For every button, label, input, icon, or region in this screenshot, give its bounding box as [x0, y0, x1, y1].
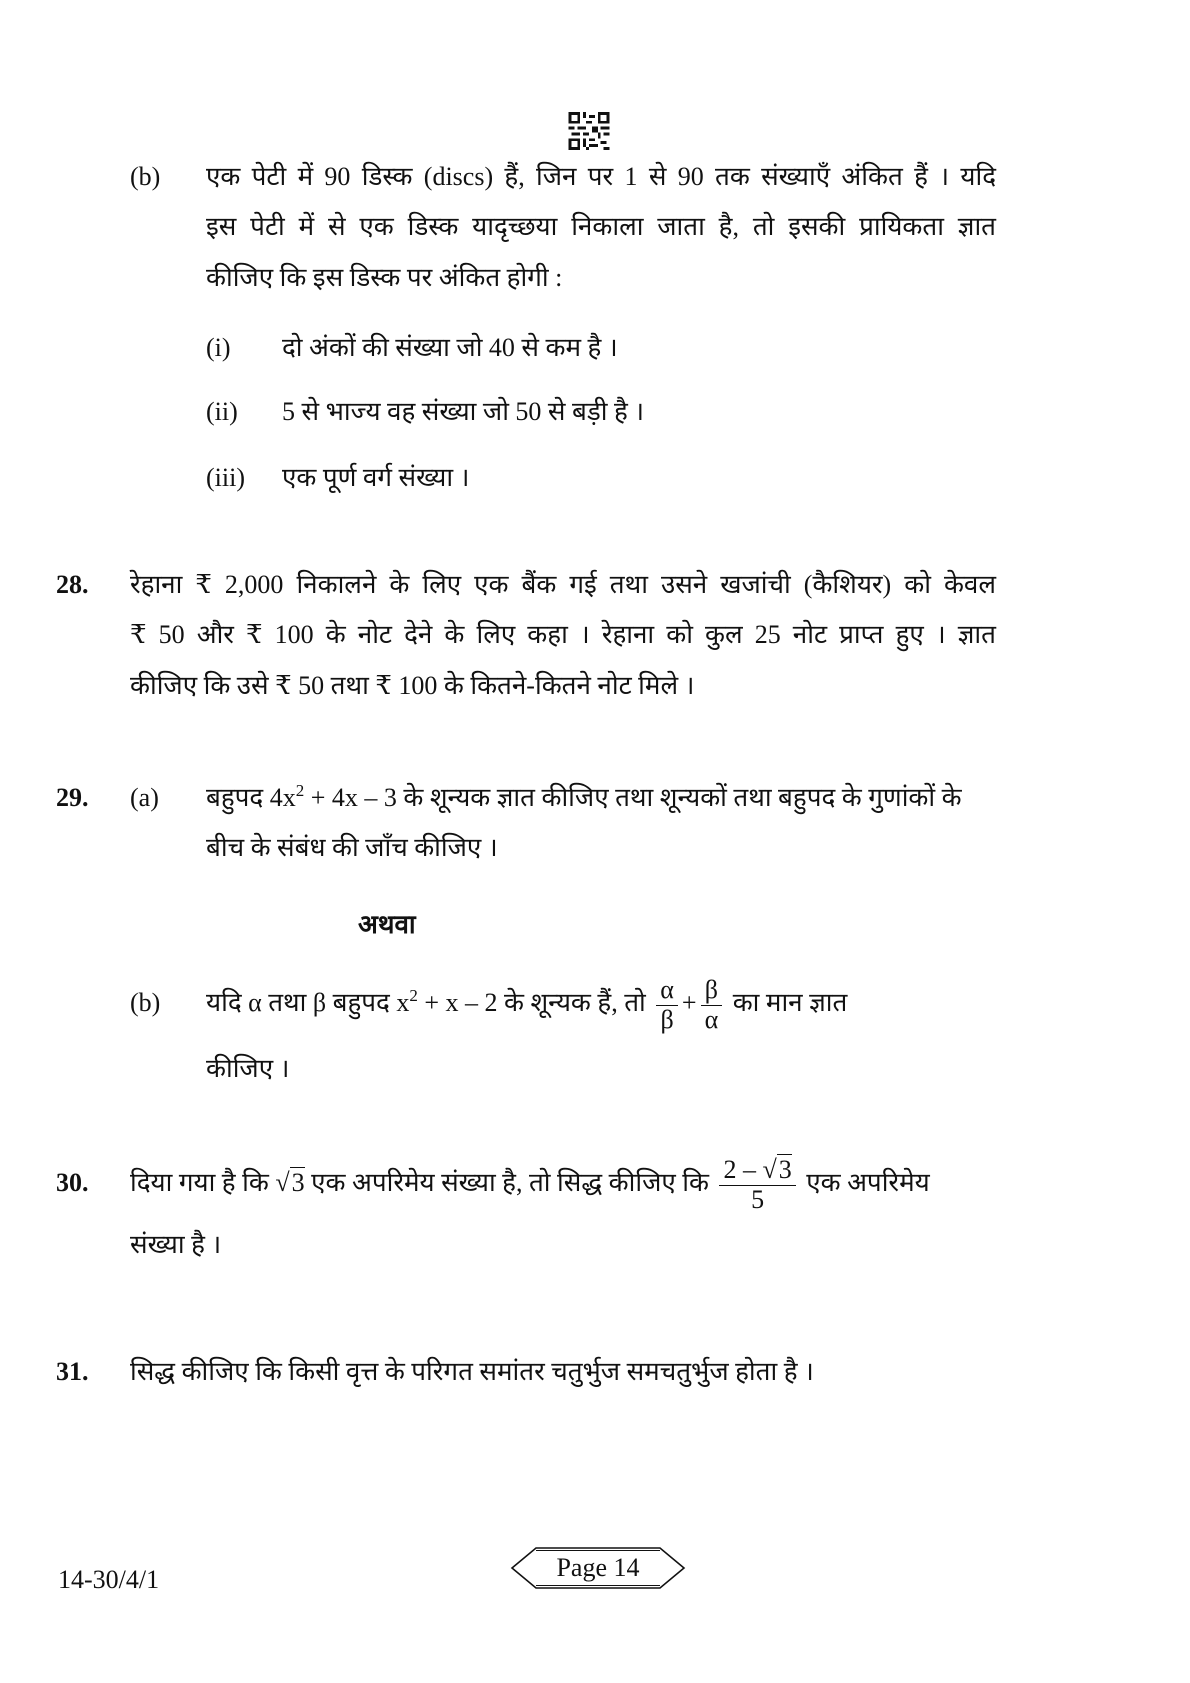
question-number: 28. [56, 570, 89, 599]
text-span: एक अपरिमेय संख्या है, तो सिद्ध कीजिए कि [311, 1168, 709, 1197]
numerator: β [701, 976, 723, 1006]
subpart-text: एक पूर्ण वर्ग संख्या । [282, 463, 470, 492]
question-text-line [130, 1154, 930, 1214]
question-number: 29. [56, 783, 89, 812]
part-label: (a) [130, 783, 159, 812]
text-span: + 4x – 3 के शून्यक ज्ञात कीजिए तथा शून्यकों तथा बहुपद के गुणांकों के [304, 783, 962, 812]
text-span: 2 – [723, 1154, 763, 1184]
numerator: α [656, 976, 678, 1006]
question-text-line: एक पेटी में 90 डिस्क (discs) हैं, जिन पर 1 से 90 तक संख्याएँ अंकित हैं । यदि [206, 162, 996, 191]
qr-code-icon [568, 112, 610, 150]
question-text-line: कीजिए कि उसे ₹ 50 तथा ₹ 100 के कितने-कितने नोट मिले । [130, 671, 695, 700]
question-number: 30. [56, 1168, 89, 1197]
subpart-text: 5 से भाज्य वह संख्या जो 50 से बड़ी है । [282, 397, 645, 426]
plus-sign: + [681, 988, 697, 1017]
superscript: 2 [295, 781, 305, 800]
fraction-beta-over-alpha [701, 976, 723, 1034]
question-text-line [206, 974, 847, 1034]
text-span: का मान ज्ञात [732, 988, 848, 1017]
subpart-label: (ii) [206, 397, 238, 426]
numerator [719, 1156, 795, 1186]
denominator: β [660, 1004, 674, 1034]
text-span: + x – 2 के शून्यक हैं, तो [417, 988, 646, 1017]
text-span: बहुपद 4x [206, 783, 296, 812]
text-span: एक अपरिमेय [806, 1168, 930, 1197]
page-number-label: Page 14 [556, 1553, 640, 1582]
radicand: 3 [291, 1168, 305, 1197]
part-label: (b) [130, 162, 161, 191]
subpart-label: (iii) [206, 463, 245, 492]
question-text-line: संख्या है । [130, 1230, 222, 1259]
page-number-badge [508, 1546, 688, 1590]
question-text-line: इस पेटी में से एक डिस्क यादृच्छया निकाला जाता है, तो इसकी प्रायिकता ज्ञात [206, 212, 996, 241]
question-text-line: रेहाना ₹ 2,000 निकालने के लिए एक बैंक गई तथा उसने खजांची (कैशियर) को केवल [130, 570, 996, 599]
question-text-line: बीच के संबंध की जाँच कीजिए । [206, 833, 498, 862]
superscript: 2 [409, 986, 418, 1005]
denominator: 5 [751, 1184, 765, 1214]
question-text-line: सिद्ध कीजिए कि किसी वृत्त के परिगत समांतर चतुर्भुज समचतुर्भुज होता है । [130, 1357, 814, 1386]
fraction-expression [719, 1156, 795, 1214]
question-text-line: कीजिए । [206, 1054, 290, 1083]
fraction-alpha-over-beta [656, 976, 678, 1034]
denominator: α [704, 1004, 719, 1034]
paper-code: 14-30/4/1 [58, 1565, 160, 1594]
text-span: दिया गया है कि [130, 1168, 269, 1197]
square-root [275, 1167, 304, 1197]
question-text-line [206, 781, 1016, 815]
or-heading: अथवा [358, 910, 416, 939]
square-root: √3 [762, 1154, 792, 1184]
question-text-line: कीजिए कि इस डिस्क पर अंकित होगी : [206, 263, 563, 292]
radical-sign: √ [275, 1168, 290, 1197]
radicand: 3 [778, 1154, 792, 1184]
question-text-line: ₹ 50 और ₹ 100 के नोट देने के लिए कहा । रेहाना को कुल 25 नोट प्राप्त हुए । ज्ञात [130, 620, 996, 649]
text-span: यदि α तथा β बहुपद x [206, 988, 410, 1017]
subpart-text: दो अंकों की संख्या जो 40 से कम है । [282, 333, 618, 362]
question-number: 31. [56, 1357, 89, 1386]
part-label: (b) [130, 988, 161, 1017]
subpart-label: (i) [206, 333, 231, 362]
